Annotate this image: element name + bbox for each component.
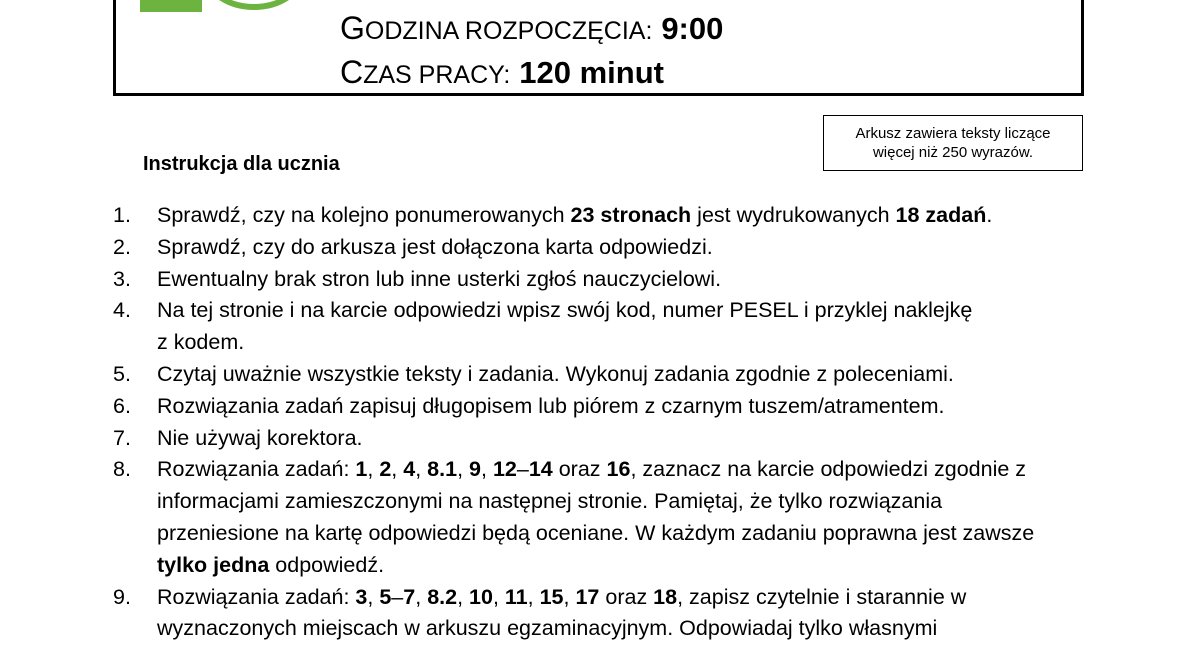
- item-text: , zapisz czytelnie i starannie w wyznaczonych miejscach w arkuszu egzaminacyjnym. Odpowiadaj tylko własnymi: [157, 584, 967, 641]
- item-text: , zaznacz na karcie odpowiedzi zgodnie z informacjami zamieszczonymi na następnej stronie. Pamiętaj, że tylko rozwiązania przeniesione na kartę odpowiedzi będą oceniane. W każdym zadaniu poprawna jest zawsze: [157, 457, 1035, 545]
- task-ref: 1: [355, 457, 368, 482]
- item-number: 4.: [113, 298, 131, 323]
- item-number: 9.: [113, 584, 131, 609]
- item-text: –: [516, 457, 529, 482]
- start-time-label: ODZINA ROZPOCZĘCIA:: [364, 17, 653, 45]
- instruction-item-7: [113, 423, 1013, 455]
- item-text: –: [391, 584, 404, 609]
- instruction-item-4: [113, 295, 987, 359]
- item-text: ,: [457, 584, 470, 609]
- item-number: 5.: [113, 361, 131, 386]
- task-ref: 8.1: [427, 457, 458, 482]
- notice-line-1: Arkusz zawiera teksty liczące: [855, 125, 1051, 142]
- item-text: Rozwiązania zadań zapisuj długopisem lub piórem z czarnym tuszem/atramentem.: [157, 393, 945, 418]
- instructions-title: Instrukcja dla ucznia: [143, 153, 340, 175]
- item-number: 3.: [113, 266, 131, 291]
- item-text: oraz: [599, 584, 654, 609]
- logo-green-block: [140, 0, 202, 12]
- item-text: jest wydrukowanych: [691, 203, 896, 227]
- duration-label: ZAS PRACY:: [363, 61, 511, 89]
- notice-line-2: więcej niż 250 wyrazów.: [872, 144, 1034, 161]
- task-ref: 18: [653, 584, 678, 609]
- item-number: 8.: [113, 457, 131, 482]
- task-ref: 2: [379, 457, 392, 482]
- start-time-value: 9:00: [661, 11, 724, 46]
- item-text: Sprawdź, czy na kolejno ponumerowanych: [157, 203, 571, 227]
- item-text: ,: [367, 584, 380, 609]
- task-ref: 5: [379, 584, 392, 609]
- task-ref: 11: [504, 584, 528, 609]
- item-number: 6.: [113, 393, 131, 418]
- instruction-item-3: [113, 264, 1013, 296]
- item-text: Czytaj uważnie wszystkie teksty i zadania. Wykonuj zadania zgodnie z poleceniami.: [157, 361, 954, 386]
- item-text: Rozwiązania zadań:: [157, 457, 356, 482]
- logo-green-ring: [206, 0, 302, 10]
- item-text: Rozwiązania zadań:: [157, 584, 356, 609]
- item-text: Nie używaj korektora.: [157, 425, 363, 450]
- item-number: 7.: [113, 425, 131, 450]
- item-text: Ewentualny brak stron lub inne usterki zgłoś nauczycielowi.: [157, 266, 722, 291]
- item-text: odpowiedź.: [269, 552, 385, 577]
- task-ref: 8.2: [427, 584, 458, 609]
- instruction-item-5: [113, 359, 1013, 391]
- instruction-item-1: [113, 200, 1013, 232]
- instructions-list: [113, 200, 1035, 645]
- item-text: Sprawdź, czy do arkusza jest dołączona karta odpowiedzi.: [157, 234, 713, 259]
- item-text: ,: [492, 584, 505, 609]
- duration-label-cap: C: [340, 54, 364, 90]
- start-time-label-cap: G: [340, 10, 365, 46]
- task-ref: 10: [469, 584, 493, 609]
- task-ref: 17: [575, 584, 600, 609]
- task-ref: 16: [606, 457, 631, 482]
- cke-logo-icon: [140, 0, 302, 14]
- duration-value: 120 minut: [519, 55, 664, 90]
- duration-line: [340, 52, 664, 95]
- item-text: ,: [480, 457, 493, 482]
- item-text: oraz: [552, 457, 607, 482]
- task-ref: 15: [539, 584, 564, 609]
- instruction-item-2: [113, 232, 1013, 264]
- task-ref: 4: [403, 457, 416, 482]
- task-ref: 12: [492, 457, 517, 482]
- item-text: ,: [457, 457, 470, 482]
- item-text: ,: [391, 457, 404, 482]
- task-ref: 3: [355, 584, 368, 609]
- item-text: Na tej stronie i na karcie odpowiedzi wpisz swój kod, numer PESEL i przyklej naklejkę z kodem.: [157, 298, 973, 355]
- task-ref: 14: [528, 457, 553, 482]
- instruction-item-8: [113, 454, 1037, 581]
- item-text: ,: [563, 584, 576, 609]
- item-emphasis: 18 zadań: [895, 203, 987, 227]
- instruction-item-6: [113, 391, 1013, 423]
- word-count-notice: [823, 115, 1083, 171]
- task-ref: 9: [469, 457, 481, 482]
- item-text: ,: [527, 584, 540, 609]
- item-number: 2.: [113, 234, 131, 259]
- item-emphasis: 23 stronach: [570, 203, 692, 227]
- item-text: .: [986, 203, 993, 227]
- item-emphasis: tylko jedna: [157, 552, 270, 577]
- item-number: 1.: [113, 203, 131, 227]
- task-ref: 7: [403, 584, 416, 609]
- instruction-item-9: [113, 582, 1037, 645]
- item-text: ,: [415, 584, 428, 609]
- item-text: ,: [367, 457, 380, 482]
- start-time-line: [340, 8, 723, 51]
- item-text: ,: [415, 457, 428, 482]
